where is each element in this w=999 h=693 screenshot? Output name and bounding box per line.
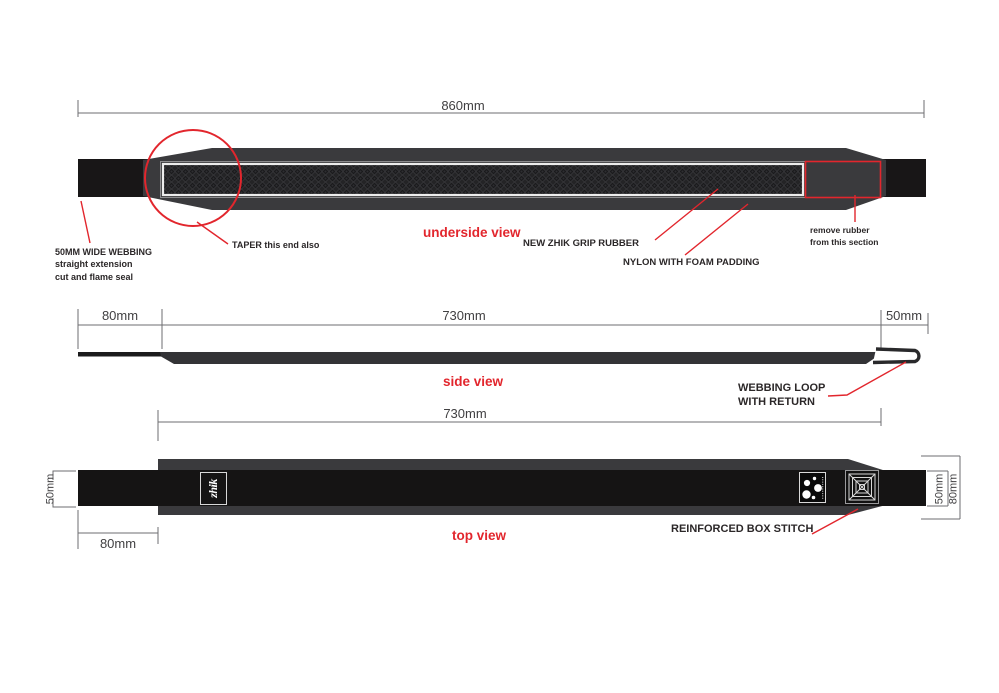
label-box-stitch: REINFORCED BOX STITCH <box>671 523 814 535</box>
box-stitch-icon <box>846 471 879 504</box>
label-nylon-padding: NYLON WITH FOAM PADDING <box>623 257 760 268</box>
note-taper: TAPER this end also <box>232 240 320 250</box>
dim-50-left: 50mm <box>44 473 56 505</box>
leader-taper <box>197 222 228 244</box>
label-underside-view: underside view <box>423 225 521 240</box>
side-view-drawing <box>78 349 919 364</box>
webbing-loop-shape <box>873 349 919 363</box>
dim-730-top: 730mm <box>443 406 487 421</box>
leader-webbing-spec <box>81 201 90 243</box>
dim-860: 860mm <box>441 98 485 113</box>
leader-webbing-loop <box>828 362 906 396</box>
label-top-view: top view <box>452 528 507 543</box>
dim-80-left: 80mm <box>99 536 137 551</box>
dim-80-right: 80mm <box>947 473 959 505</box>
underside-webbing-left <box>78 159 152 197</box>
side-strap-profile <box>160 352 877 364</box>
label-side-view: side view <box>443 374 504 389</box>
note-webbing-spec: 50MM WIDE WEBBING straight extension cut and flame seal <box>55 247 153 282</box>
dim-50-right: 50mm <box>933 473 945 505</box>
underside-view-drawing <box>78 130 926 226</box>
side-webbing-extension <box>78 352 164 357</box>
note-remove-rubber: remove rubber from this section <box>810 225 879 247</box>
grip-rubber-panel <box>163 164 803 195</box>
dim-730-side: 730mm <box>442 308 486 323</box>
zhikgrip-dots-icon <box>800 473 826 503</box>
leader-nylon-padding <box>685 204 748 255</box>
dim-50-side: 50mm <box>885 308 923 323</box>
note-webbing-loop: WEBBING LOOP WITH RETURN <box>738 382 826 408</box>
label-grip-rubber: NEW ZHIK GRIP RUBBER <box>523 238 639 249</box>
zhik-logo: zhik <box>200 472 227 505</box>
dim-80-side: 80mm <box>101 308 139 323</box>
